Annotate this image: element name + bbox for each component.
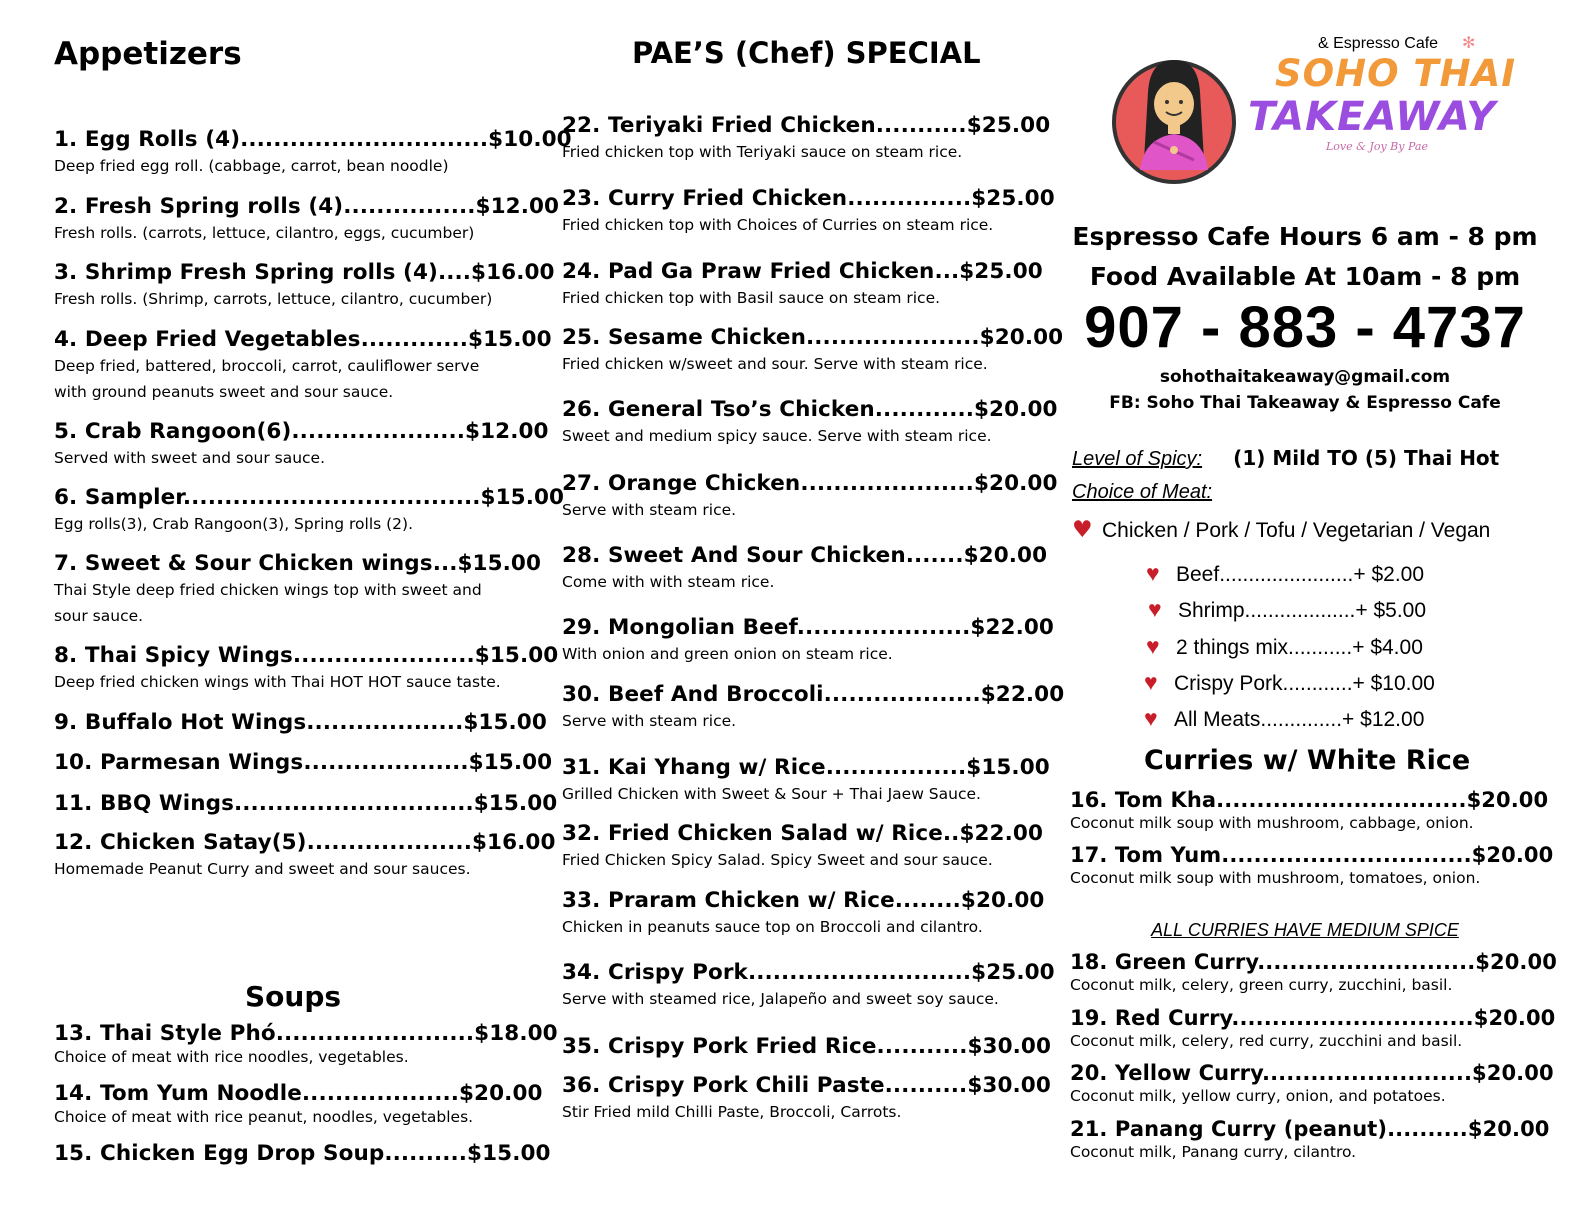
menu-item-34	[562, 960, 1055, 1012]
menu-item-title: 21. Panang Curry (peanut)..........$20.00	[1070, 1117, 1550, 1141]
logo	[1110, 30, 1517, 200]
menu-item-6	[54, 485, 564, 537]
menu-item-title: 24. Pad Ga Praw Fried Chicken...$25.00	[562, 259, 1043, 284]
addon-mix	[1146, 633, 1423, 660]
meat-label-row	[1072, 481, 1212, 504]
menu-item-5	[54, 419, 549, 471]
menu-item-desc: Coconut milk soup with mushroom, cabbage, onion.	[1070, 814, 1474, 832]
menu-item-21	[1070, 1117, 1550, 1163]
menu-item-13	[54, 1021, 558, 1067]
menu-item-title: 10. Parmesan Wings....................$15.00	[54, 750, 553, 775]
menu-item-title: 22. Teriyaki Fried Chicken...........$25.00	[562, 113, 1051, 138]
menu-item-title: 17. Tom Yum...............................$20.00	[1070, 843, 1554, 867]
menu-item-30	[562, 682, 1064, 734]
menu-item-desc: Sweet and medium spicy sauce. Serve with steam rice.	[562, 427, 992, 445]
menu-item-7	[54, 551, 541, 629]
menu-item-title: 9. Buffalo Hot Wings...................$15.00	[54, 710, 547, 735]
menu-item-10	[54, 750, 552, 776]
menu-item-desc: Fresh rolls. (carrots, lettuce, cilantro, eggs, cucumber)	[54, 224, 475, 242]
menu-item-desc: Serve with steam rice.	[562, 712, 737, 730]
menu-item-desc: Deep fried egg roll. (cabbage, carrot, bean noodle)	[54, 157, 449, 175]
menu-item-title: 34. Crispy Pork...........................$25.00	[562, 960, 1055, 985]
menu-item-title: 18. Green Curry...........................$20.00	[1070, 950, 1557, 974]
menu-item-19	[1070, 1006, 1555, 1052]
spicy-value: (1) Mild TO (5) Thai Hot	[1233, 446, 1500, 470]
menu-item-desc: Coconut milk, celery, red curry, zucchini and basil.	[1070, 1032, 1463, 1050]
phone-number[interactable]: 907 - 883 - 4737	[1084, 295, 1526, 360]
menu-item-28	[562, 543, 1047, 595]
menu-item-23	[562, 186, 1055, 238]
menu-item-title: 13. Thai Style Phó........................$18.00	[54, 1021, 558, 1046]
menu-item-29	[562, 615, 1054, 667]
menu-item-31	[562, 755, 1050, 807]
menu-item-title: 36. Crispy Pork Chili Paste..........$30.00	[562, 1073, 1051, 1098]
menu-item-title: 32. Fried Chicken Salad w/ Rice..$22.00	[562, 821, 1044, 846]
menu-item-title: 1. Egg Rolls (4)..............................$10.00	[54, 127, 572, 152]
menu-item-title: 25. Sesame Chicken.....................$20.00	[562, 325, 1064, 350]
menu-item-title: 8. Thai Spicy Wings......................$15.00	[54, 643, 559, 668]
menu-item-title: 26. General Tso’s Chicken............$20.00	[562, 397, 1058, 422]
menu-item-24	[562, 259, 1043, 311]
menu-item-title: 23. Curry Fried Chicken...............$25.00	[562, 186, 1055, 211]
menu-item-title: 35. Crispy Pork Fried Rice...........$30.00	[562, 1034, 1052, 1059]
addon-label: 2 things mix...........+ $4.00	[1176, 636, 1423, 659]
menu-item-3	[54, 260, 555, 312]
menu-item-desc: Fried chicken top with Basil sauce on steam rice.	[562, 289, 941, 307]
menu-item-4	[54, 327, 552, 405]
menu-item-desc: Stir Fried mild Chilli Paste, Broccoli, Carrots.	[562, 1103, 902, 1121]
meat-list-row	[1072, 517, 1490, 543]
menu-item-27	[562, 471, 1058, 523]
spicy-label: Level of Spicy:	[1072, 448, 1203, 470]
menu-item-title: 5. Crab Rangoon(6).....................$12.00	[54, 419, 549, 444]
menu-item-desc: Homemade Peanut Curry and sweet and sour sauces.	[54, 860, 471, 878]
menu-item-title: 16. Tom Kha...............................$20.00	[1070, 788, 1549, 812]
menu-item-desc: Served with sweet and sour sauce.	[54, 449, 326, 467]
menu-item-desc: Thai Style deep fried chicken wings top with sweet and	[54, 581, 482, 599]
heart-icon: ♥	[1144, 669, 1158, 695]
addon-all-meats	[1144, 705, 1424, 732]
menu-item-title: 29. Mongolian Beef.....................$22.00	[562, 615, 1054, 640]
menu-item-desc: Coconut milk, celery, green curry, zucchini, basil.	[1070, 976, 1453, 994]
meat-label: Choice of Meat:	[1072, 481, 1213, 503]
menu-item-title: 11. BBQ Wings.............................$15.00	[54, 791, 558, 816]
logo-tagline: Love & Joy By Pae	[1326, 140, 1428, 153]
menu-item-desc: Serve with steam rice.	[562, 501, 737, 519]
appetizers-heading: Appetizers	[54, 36, 242, 72]
curries-heading: Curries w/ White Rice	[1144, 745, 1471, 776]
meat-list: Chicken / Pork / Tofu / Vegetarian / Vegan	[1102, 519, 1491, 542]
menu-item-title: 15. Chicken Egg Drop Soup..........$15.00	[54, 1141, 551, 1166]
menu-item-desc: Coconut milk soup with mushroom, tomatoes, onion.	[1070, 869, 1481, 887]
menu-item-desc: Coconut milk, Panang curry, cilantro.	[1070, 1143, 1357, 1161]
menu-item-title: 6. Sampler....................................$15.00	[54, 485, 565, 510]
menu-item-title: 33. Praram Chicken w/ Rice........$20.00	[562, 888, 1045, 913]
email-address[interactable]: sohothaitakeaway@gmail.com	[1159, 367, 1451, 387]
menu-item-desc: Grilled Chicken with Sweet & Sour + Thai Jaew Sauce.	[562, 785, 981, 803]
menu-item-title: 27. Orange Chicken.....................$20.00	[562, 471, 1058, 496]
menu-item-26	[562, 397, 1058, 449]
menu-item-33	[562, 888, 1045, 940]
menu-item-35	[562, 1034, 1051, 1060]
heart-icon: ♥	[1144, 705, 1158, 731]
addon-shrimp	[1148, 596, 1426, 623]
menu-item-desc: sour sauce.	[54, 607, 144, 625]
menu-item-12	[54, 830, 556, 882]
menu-item-desc: Egg rolls(3), Crab Rangoon(3), Spring rolls (2).	[54, 515, 414, 533]
addon-label: All Meats..............+ $12.00	[1174, 708, 1425, 731]
addon-label: Beef.......................+ $2.00	[1176, 563, 1425, 586]
logo-word2: TAKEAWAY	[1248, 94, 1497, 140]
heart-icon: ♥	[1148, 596, 1162, 622]
addon-label: Crispy Pork............+ $10.00	[1174, 672, 1435, 695]
menu-item-1	[54, 127, 572, 179]
menu-item-desc: with ground peanuts sweet and sour sauce.	[54, 383, 394, 401]
heart-icon: ♥	[1146, 633, 1160, 659]
menu-item-title: 30. Beef And Broccoli...................$22.00	[562, 682, 1065, 707]
menu-item-20	[1070, 1061, 1554, 1107]
menu-item-title: 14. Tom Yum Noodle...................$20.00	[54, 1081, 543, 1106]
menu-item-title: 7. Sweet & Sour Chicken wings...$15.00	[54, 551, 542, 576]
menu-item-title: 3. Shrimp Fresh Spring rolls (4)....$16.00	[54, 260, 555, 285]
menu-item-desc: Fried chicken w/sweet and sour. Serve with steam rice.	[562, 355, 988, 373]
food-hours: Food Available At 10am - 8 pm	[1089, 262, 1521, 291]
menu-item-desc: Fried chicken top with Teriyaki sauce on steam rice.	[562, 143, 963, 161]
menu-item-title: 31. Kai Yhang w/ Rice.................$15.00	[562, 755, 1050, 780]
menu-item-11	[54, 791, 557, 817]
addon-beef	[1146, 560, 1424, 587]
menu-item-17	[1070, 843, 1553, 889]
menu-item-title: 4. Deep Fried Vegetables.............$15.00	[54, 327, 552, 352]
menu-item-desc: Deep fried, battered, broccoli, carrot, cauliflower serve	[54, 357, 480, 375]
menu-item-desc: Coconut milk, yellow curry, onion, and potatoes.	[1070, 1087, 1446, 1105]
menu-item-18	[1070, 950, 1557, 996]
menu-item-22	[562, 113, 1050, 165]
curries-spice-note: ALL CURRIES HAVE MEDIUM SPICE	[1151, 920, 1459, 940]
menu-item-title: 2. Fresh Spring rolls (4)................$12.00	[54, 194, 560, 219]
menu-item-title: 28. Sweet And Sour Chicken.......$20.00	[562, 543, 1048, 568]
menu-item-desc: Come with with steam rice.	[562, 573, 775, 591]
menu-item-desc: Fried Chicken Spicy Salad. Spicy Sweet and sour sauce.	[562, 851, 993, 869]
menu-item-9	[54, 710, 547, 736]
flower-icon: ✻	[1462, 33, 1476, 52]
menu-item-desc: With onion and green onion on steam rice.	[562, 645, 893, 663]
logo-top-line: & Espresso Cafe	[1318, 35, 1439, 52]
spicy-level-row	[1072, 446, 1499, 471]
menu-item-title: 19. Red Curry..............................$20.00	[1070, 1006, 1556, 1030]
menu-item-desc: Chicken in peanuts sauce top on Broccoli and cilantro.	[562, 918, 983, 936]
menu-item-desc: Choice of meat with rice noodles, vegetables.	[54, 1048, 409, 1066]
logo-face	[1154, 82, 1194, 126]
menu-item-2	[54, 194, 559, 246]
menu-item-desc: Choice of meat with rice peanut, noodles, vegetables.	[54, 1108, 474, 1126]
menu-item-36	[562, 1073, 1051, 1125]
menu-item-desc: Deep fried chicken wings with Thai HOT HOT sauce taste.	[54, 673, 501, 691]
menu-item-8	[54, 643, 558, 695]
menu-item-desc: Serve with steamed rice, Jalapeño and sweet soy sauce.	[562, 990, 999, 1008]
menu-item-desc: Fried chicken top with Choices of Curries on steam rice.	[562, 216, 994, 234]
heart-icon: ♥	[1072, 517, 1093, 543]
menu-item-14	[54, 1081, 543, 1127]
menu-item-15	[54, 1141, 551, 1167]
menu-item-title: 12. Chicken Satay(5)....................$16.00	[54, 830, 556, 855]
addon-label: Shrimp...................+ $5.00	[1178, 599, 1427, 622]
menu-item-16	[1070, 788, 1548, 834]
menu-item-title: 20. Yellow Curry..........................$20.00	[1070, 1061, 1554, 1085]
menu-item-32	[562, 821, 1043, 873]
heart-icon: ♥	[1146, 560, 1160, 586]
menu-item-25	[562, 325, 1063, 377]
logo-word1: SOHO THAI	[1275, 52, 1517, 95]
cafe-hours: Espresso Cafe Hours 6 am - 8 pm	[1072, 222, 1538, 251]
addon-crispy-pork	[1144, 669, 1435, 696]
special-heading: PAE’S (Chef) SPECIAL	[632, 36, 981, 70]
facebook-page[interactable]: FB: Soho Thai Takeaway & Espresso Cafe	[1109, 393, 1501, 413]
menu-item-desc: Fresh rolls. (Shrimp, carrots, lettuce, cilantro, cucumber)	[54, 290, 493, 308]
soups-heading: Soups	[245, 980, 342, 1013]
